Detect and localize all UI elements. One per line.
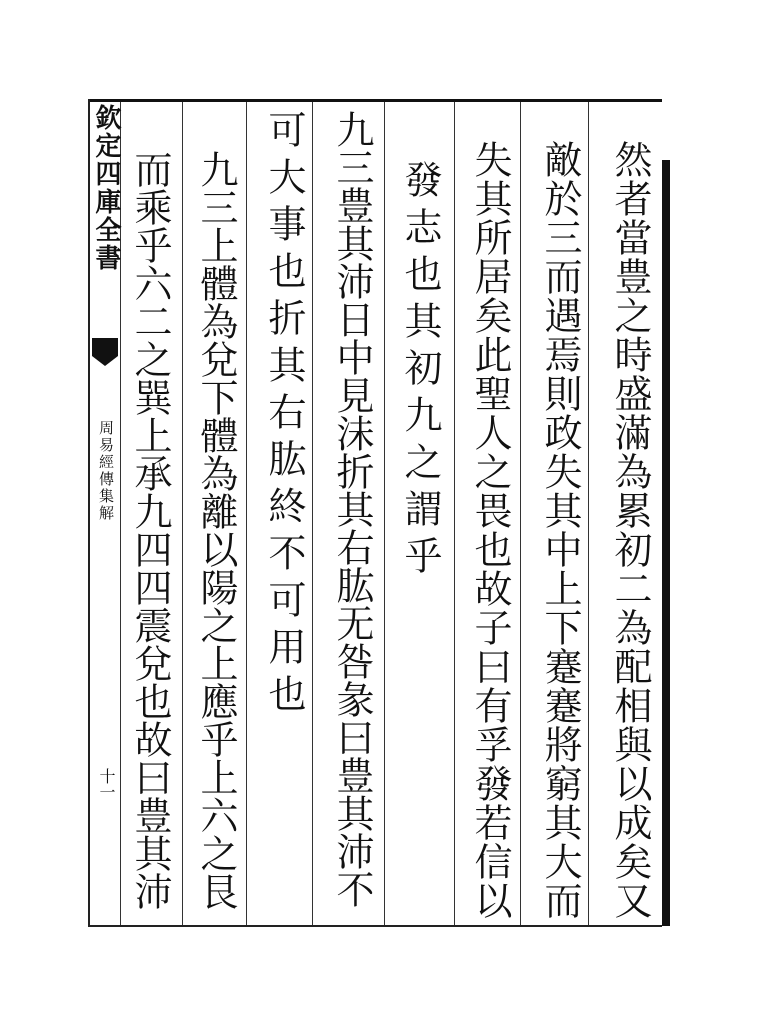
text-column-1: 然者當豊之時盛滿為累初二為配相與以成矣又 bbox=[608, 140, 652, 920]
column-rule bbox=[384, 102, 385, 925]
text-column-6: 可大事也折其右肱終不可用也 bbox=[262, 110, 306, 721]
column-rule bbox=[246, 102, 247, 925]
column-rule bbox=[182, 102, 183, 925]
column-rule bbox=[454, 102, 455, 925]
frame-bottom-border bbox=[90, 925, 662, 927]
text-column-3: 失其所居矣此聖人之畏也故子曰有孚發若信以 bbox=[468, 140, 512, 920]
fishtail-mark-icon bbox=[92, 338, 118, 368]
margin-title: 欽定四庫全書 bbox=[91, 104, 121, 272]
column-rule bbox=[312, 102, 313, 925]
column-rule bbox=[520, 102, 521, 925]
frame-top-border bbox=[90, 99, 662, 102]
margin-page-number: 十一 bbox=[97, 768, 116, 800]
text-column-7: 九三上體為兌下體為離以陽之上應乎上六之艮 bbox=[194, 150, 238, 910]
column-rule bbox=[588, 102, 589, 925]
frame-right-border bbox=[662, 160, 670, 926]
text-column-5: 九三豊其沛日中見沬折其右肱无咎彖曰豊其沛不 bbox=[330, 110, 374, 908]
text-column-2: 敵於三而遇焉則政失其中上下蹇蹇將窮其大而 bbox=[538, 140, 582, 920]
text-column-8: 而乘乎六二之巽上承九四四震兌也故曰豊其沛 bbox=[128, 150, 172, 910]
margin-book-title: 周易經傳集解 bbox=[97, 420, 115, 522]
text-column-4: 發志也其初九之謂乎 bbox=[398, 160, 442, 583]
